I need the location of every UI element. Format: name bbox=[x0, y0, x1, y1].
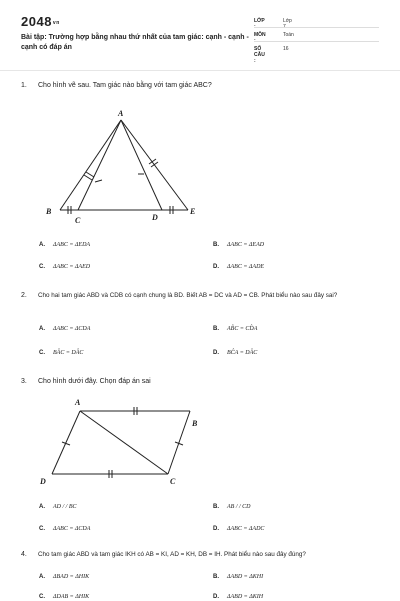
figure-triangles bbox=[40, 102, 210, 227]
divider bbox=[254, 41, 379, 42]
vertex-label-c: C bbox=[75, 216, 81, 225]
vertex-label-a: A bbox=[75, 398, 81, 407]
option-letter: D. bbox=[213, 526, 219, 532]
vertex-label-a: A bbox=[118, 109, 124, 118]
figure-parallelogram bbox=[36, 396, 206, 491]
option-value: ΔABC = ΔAED bbox=[53, 264, 91, 270]
option-letter: B. bbox=[213, 326, 219, 332]
divider bbox=[254, 27, 379, 28]
subject-label: MÔN : bbox=[254, 32, 266, 44]
option-letter: D. bbox=[213, 350, 219, 356]
question-number: 4. bbox=[21, 551, 27, 558]
question-number: 3. bbox=[21, 378, 27, 385]
vertex-label-d: D bbox=[40, 477, 46, 486]
vertex-label-b: B bbox=[192, 419, 198, 428]
option-value: ΔABC = ΔADC bbox=[227, 526, 265, 532]
option-letter: B. bbox=[213, 574, 219, 580]
option-value: ΔABD = ΔKIH bbox=[227, 594, 264, 600]
option-letter: C. bbox=[39, 350, 45, 356]
vertex-label-e: E bbox=[190, 207, 196, 216]
page-title: Bài tập: Trường hợp bằng nhau thứ nhất của tam giác: cạnh - cạnh - cạnh có đáp án bbox=[21, 34, 249, 51]
question-text: Cho hai tam giác ABD và CDB có cạnh chung là BD. Biết AB = DC và AD = CB. Phát biểu nào sau đây sai? bbox=[38, 292, 338, 299]
option-2c[interactable] bbox=[39, 349, 83, 357]
option-1d[interactable] bbox=[213, 263, 264, 271]
option-letter: D. bbox=[213, 264, 219, 270]
logo-text: 2048 bbox=[21, 14, 52, 29]
option-value: ΔABD = ΔKHI bbox=[227, 574, 264, 580]
logo-suffix: vn bbox=[52, 19, 60, 26]
page-header bbox=[0, 0, 400, 70]
question-number: 1. bbox=[21, 82, 27, 89]
option-letter: A. bbox=[39, 326, 45, 332]
option-letter: B. bbox=[213, 242, 219, 248]
option-value: ΔABC = ΔADE bbox=[227, 264, 265, 270]
option-letter: C. bbox=[39, 526, 45, 532]
option-1a[interactable] bbox=[39, 241, 90, 249]
option-value: BĈA = DÂC bbox=[227, 350, 258, 356]
option-value: ΔABC = ΔCDA bbox=[53, 526, 91, 532]
option-value: AB̂C = CD̂A bbox=[227, 326, 258, 332]
option-value: ΔABC = ΔCDA bbox=[53, 326, 91, 332]
option-3a[interactable] bbox=[39, 503, 77, 511]
vertex-label-d: D bbox=[152, 213, 158, 222]
option-letter: B. bbox=[213, 504, 219, 510]
option-2a[interactable] bbox=[39, 325, 90, 333]
header-divider bbox=[0, 70, 400, 71]
option-value: AD / / BC bbox=[53, 504, 77, 510]
question-text: Cho hình vẽ sau. Tam giác nào bằng với tam giác ABC? bbox=[38, 82, 212, 89]
option-1b[interactable] bbox=[213, 241, 264, 249]
count-label: SỐ CÂU : bbox=[254, 46, 265, 64]
option-letter: C. bbox=[39, 264, 45, 270]
option-letter: D. bbox=[213, 594, 219, 600]
option-letter: A. bbox=[39, 242, 45, 248]
option-2d[interactable] bbox=[213, 349, 257, 357]
grade-label: LỚP : bbox=[254, 18, 265, 30]
option-value: AB / / CD bbox=[227, 504, 251, 510]
option-letter: A. bbox=[39, 574, 45, 580]
option-value: ΔBAD = ΔHIK bbox=[53, 574, 90, 580]
question-text: Cho tam giác ABD và tam giác IKH có AB = KI, AD = KH, DB = IH. Phát biểu nào sau đây đúng? bbox=[38, 551, 306, 558]
option-4b[interactable] bbox=[213, 573, 263, 581]
site-logo[interactable] bbox=[21, 14, 60, 29]
option-3b[interactable] bbox=[213, 503, 251, 511]
option-4a[interactable] bbox=[39, 573, 89, 581]
vertex-label-b: B bbox=[46, 207, 52, 216]
subject-value: Toán bbox=[283, 32, 294, 38]
option-value: BÂC = DÂC bbox=[53, 350, 84, 356]
vertex-label-c: C bbox=[170, 477, 176, 486]
option-value: ΔABC = ΔEDA bbox=[53, 242, 91, 248]
option-letter: A. bbox=[39, 504, 45, 510]
option-3c[interactable] bbox=[39, 525, 90, 533]
option-3d[interactable] bbox=[213, 525, 264, 533]
option-value: ΔABC = ΔEAD bbox=[227, 242, 265, 248]
grade-value: Lớp 7 bbox=[283, 18, 292, 30]
question-text: Cho hình dưới đây. Chọn đáp án sai bbox=[38, 378, 151, 385]
question-number: 2. bbox=[21, 292, 27, 299]
option-value: ΔDAB = ΔHIK bbox=[53, 594, 90, 600]
option-letter: C. bbox=[39, 594, 45, 600]
count-value: 16 bbox=[283, 46, 289, 52]
option-1c[interactable] bbox=[39, 263, 90, 271]
option-2b[interactable] bbox=[213, 325, 257, 333]
